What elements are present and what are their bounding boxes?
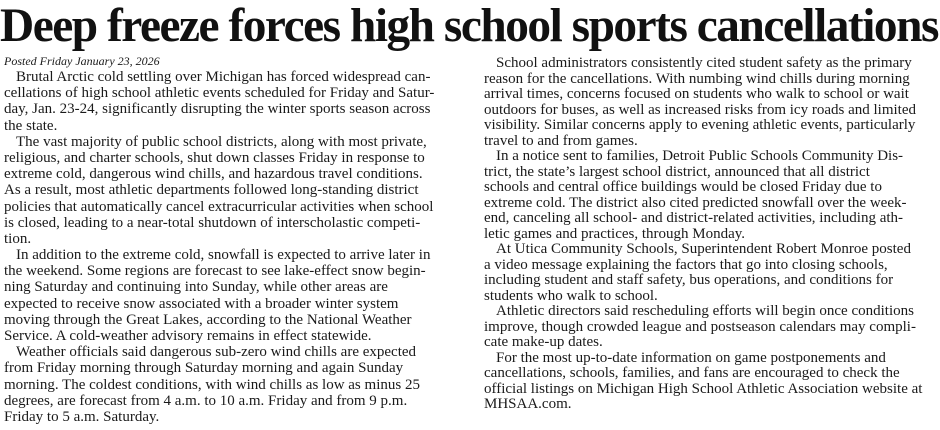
paragraph-line: end, canceling all school- and district-related activities, including ath-	[484, 210, 904, 226]
paragraph-line: degrees, are forecast from 4 a.m. to 10 a.m. Friday and from 9 p.m.	[4, 392, 408, 409]
paragraph-line: outdoors for buses, as well as increased risks from icy roads and limited	[484, 101, 916, 118]
paragraph-line: Service. A cold-weather advisory remains in effect statewide.	[4, 328, 372, 344]
paragraph-line: policies that automatically cancel extracurricular activities when school	[4, 198, 434, 215]
paragraph-line: official listings on Michigan High School Athletic Association website at	[484, 380, 923, 397]
paragraph-line: As a result, most athletic departments followed long-standing district	[4, 182, 419, 199]
article-paragraph	[484, 304, 940, 351]
paragraph-line: day, Jan. 23-24, significantly disrupting the winter sports season across	[4, 101, 431, 118]
paragraph-line: students who walk to school.	[484, 287, 658, 304]
article-paragraph	[4, 247, 464, 344]
paragraph-line: In addition to the extreme cold, snowfall is expected to arrive later in	[16, 247, 431, 264]
paragraph-line: At Utica Community Schools, Superintendent Robert Monroe posted	[496, 241, 911, 257]
article-paragraph	[484, 149, 940, 242]
paragraph-line: Weather officials said dangerous sub-zero wind chills are expected	[16, 344, 417, 361]
paragraph-line: travel to and from games.	[484, 132, 638, 149]
paragraph-line: letic games and practices, through Monday.	[484, 225, 746, 242]
paragraph-line: from Friday morning through Saturday morning and again Sunday	[4, 360, 404, 377]
paragraph-line: The vast majority of public school districts, along with most private,	[16, 133, 427, 150]
posted-date: Posted Friday January 23, 2026	[4, 54, 160, 68]
paragraph-line: trict, the state’s largest school district, announced that all district	[484, 163, 870, 180]
article-paragraph	[484, 242, 940, 304]
paragraph-line: arrival times, concerns focused on students who walk to school or wait	[484, 86, 909, 102]
paragraph-line: cancellations, schools, families, and fans are encouraged to check the	[484, 365, 900, 381]
paragraph-line: reason for the cancellations. With numbing wind chills during morning	[484, 70, 910, 87]
paragraph-line: tion.	[4, 230, 32, 247]
article-paragraph	[484, 351, 940, 413]
paragraph-line: is closed, leading to a near-total shutdown of interscholastic competi-	[4, 214, 421, 231]
paragraph-line: morning. The coldest conditions, with wind chills as low as minus 25	[4, 376, 420, 393]
paragraph-line: the weekend. Some regions are forecast to see lake-effect snow begin-	[4, 263, 426, 280]
paragraph-line: the state.	[4, 117, 58, 134]
paragraph-line: cate make-up dates.	[484, 334, 603, 350]
article-paragraph	[4, 344, 464, 425]
paragraph-line: visibility. Similar concerns apply to evening athletic events, particularly	[484, 117, 916, 133]
paragraph-line: In a notice sent to families, Detroit Public Schools Community Dis-	[496, 148, 904, 164]
paragraph-line: expected to receive snow associated with a broader winter system	[4, 295, 399, 312]
article-headline: Deep freeze forces high school sports cancellations	[0, 0, 938, 52]
paragraph-line: moving through the Great Lakes, according to the National Weather	[4, 311, 412, 328]
paragraph-line: extreme cold. The district also cited predicted snowfall over the week-	[484, 194, 907, 211]
paragraph-line: including student and staff safety, bus operations, and conditions for	[484, 272, 894, 288]
paragraph-line: religious, and charter schools, shut down classes Friday in response to	[4, 149, 425, 166]
paragraph-line: For the most up-to-date information on game postponements and	[496, 349, 886, 366]
article-paragraph	[4, 134, 464, 247]
article-column-right	[484, 56, 940, 413]
paragraph-line: MHSAA.com.	[484, 396, 572, 412]
article-paragraph	[484, 56, 940, 149]
article-column-left	[4, 54, 464, 425]
paragraph-line: extreme cold, dangerous wind chills, and hazardous travel conditions.	[4, 166, 423, 183]
paragraph-line: School administrators consistently cited student safety as the primary	[496, 55, 912, 71]
paragraph-line: cellations of high school athletic events scheduled for Friday and Satur-	[4, 85, 435, 102]
paragraph-line: Brutal Arctic cold settling over Michigan has forced widespread can-	[16, 69, 431, 85]
paragraph-line: a video message explaining the factors that go into closing schools,	[484, 256, 888, 273]
paragraph-line: improve, though crowded league and postseason calendars may compli-	[484, 318, 916, 335]
article-paragraph	[4, 69, 464, 134]
paragraph-line: Friday to 5 a.m. Saturday.	[4, 408, 160, 425]
paragraph-line: Athletic directors said rescheduling efforts will begin once conditions	[496, 303, 914, 319]
paragraph-line: ning Saturday and continuing into Sunday, while other areas are	[4, 279, 388, 296]
paragraph-line: schools and central office buildings would be closed Friday due to	[484, 179, 882, 195]
